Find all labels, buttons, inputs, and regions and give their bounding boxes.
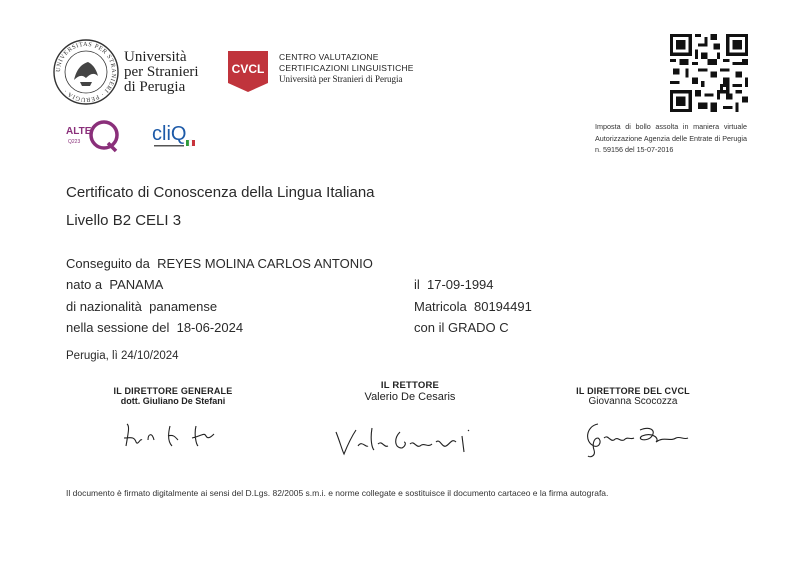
certificate-title: Certificato di Conoscenza della Lingua Italiana [66,184,375,201]
nato-label: nato a [66,277,103,292]
birth-place: PANAMA [109,277,164,292]
alte-logo [64,117,120,153]
svg-text:cliQ: cliQ [152,123,187,145]
matricola-number: 80194491 [473,299,532,314]
cvcl-line-1: CENTRO VALUTAZIONE [279,52,379,62]
signature-rector [332,418,482,460]
holder-row [66,256,373,271]
place-date: Perugia, lì 24/10/2024 [66,350,179,362]
conseguito-label: Conseguito da [66,256,150,271]
nationality-label: di nazionalità [66,299,142,314]
signature-title: IL DIRETTORE GENERALE [113,386,233,396]
cvcl-name [279,52,414,85]
birth-date: 17-09-1994 [427,277,494,292]
signature-name: dott. Giuliano De Stefani [120,396,226,406]
matricola-label: Matricola [414,299,467,314]
cliq-logo [148,118,204,154]
birthplace-row [66,277,163,292]
session-date: 18-06-2024 [176,320,244,335]
stamp-duty-notice: Imposta di bollo assolta in maniera virtuale Autorizzazione Agenzia delle Entrate di Perugia n. 59156 del 15-07-2016 [595,122,747,154]
nationality: panamense [149,299,218,314]
signature-block-director-general [110,386,236,406]
svg-text:CVCL: CVCL [231,62,265,76]
university-name [124,50,199,95]
certificate-level: Livello B2 CELI 3 [66,212,182,229]
nationality-row [66,299,217,314]
session-row [66,320,243,335]
university-line-2: per Stranieri [124,64,199,80]
signature-block-rector [350,380,470,403]
signature-block-cvcl-director [570,386,696,407]
signature-name: Giovanna Scocozza [588,396,678,407]
holder-name: REYES MOLINA CARLOS ANTONIO [157,256,373,271]
cvcl-subline: Università per Stranieri di Perugia [279,74,403,84]
grade-row [414,320,509,335]
signature-name: Valerio De Cesaris [364,391,456,403]
grade-label: con il GRADO [414,320,496,335]
birthdate-row [414,277,494,292]
university-line-3: di Perugia [124,79,186,95]
qr-code [670,34,748,112]
session-label: nella sessione del [66,320,170,335]
svg-text:ALTE: ALTE [66,126,92,137]
svg-text:UNIVERSITAS PER STRANIERI · PE: UNIVERSITAS PER STRANIERI · PERUGIA · [54,40,118,104]
digital-signature-notice: Il documento è firmato digitalmente ai sensi del D.Lgs. 82/2005 s.m.i. e norme collegate e sostituisce il documento cartaceo e la firma autografa. [66,488,609,498]
cvcl-line-2: CERTIFICAZIONI LINGUISTICHE [279,63,414,73]
signature-title: IL RETTORE [380,380,440,391]
university-seal-logo [52,38,120,106]
grade: C [499,320,509,335]
svg-text:Q223: Q223 [68,139,81,145]
matricola-row [414,299,532,314]
cvcl-logo [226,49,270,93]
signature-cvcl-director [580,416,698,460]
signature-director-general [118,416,228,456]
dob-label: il [414,277,420,292]
signature-title: IL DIRETTORE DEL CVCL [576,386,690,396]
university-line-1: Università [124,49,187,65]
